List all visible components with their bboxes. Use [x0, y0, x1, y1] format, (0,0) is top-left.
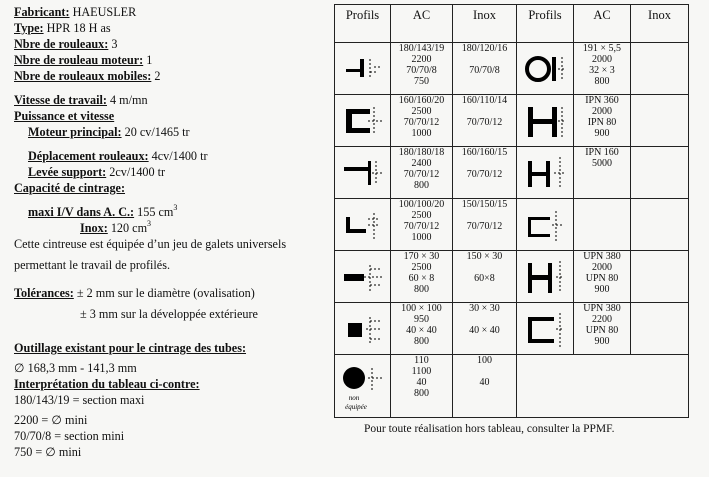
levee-value: 2cv/1400 tr — [109, 165, 166, 179]
flat-bar-icon — [340, 255, 386, 299]
maxi-label: maxi I/V dans A. C.: — [28, 205, 135, 219]
inox-cell — [631, 147, 689, 199]
ipn-edge-icon — [522, 151, 568, 195]
ac-cell-value: 2400 — [411, 158, 432, 169]
table-row — [335, 251, 689, 303]
ac-cell-value: 160/160/20 — [398, 95, 445, 106]
ac-cell-value: 800 — [414, 180, 429, 191]
inox-exponent: 3 — [147, 219, 152, 228]
ac-cell-value: UPN 80 — [585, 273, 619, 284]
table-row — [335, 147, 689, 199]
profile-cell — [335, 43, 391, 95]
ac-cell-value: 100 × 100 — [401, 303, 442, 314]
ac-cell-value: 191 × 5,5 — [582, 43, 622, 54]
description-line-2: permettant le travail de profilés. — [14, 258, 171, 272]
ac-cell — [574, 251, 631, 303]
inox-cell-value — [453, 262, 516, 273]
ac-cell-value: IPN 360 — [585, 95, 619, 106]
maxi-exponent: 3 — [173, 203, 178, 212]
ac-cell-value: 60 × 8 — [408, 273, 435, 284]
inox-cell-value: 40 × 40 — [469, 325, 500, 336]
puissance-label: Puissance et vitesse — [14, 109, 115, 123]
ac-cell-value: 70/70/12 — [403, 117, 440, 128]
ac-cell-value — [574, 169, 630, 180]
rouleau-moteur-label: Nbre de rouleau moteur: — [14, 53, 144, 67]
tee-in-icon — [340, 151, 386, 195]
maxi-value: 155 cm — [137, 205, 174, 219]
inox-cell-value — [453, 388, 516, 399]
vitesse-value: 4 m/mn — [110, 93, 148, 107]
inox-cell — [453, 95, 517, 147]
type-label: Type: — [14, 21, 44, 35]
inox-cell — [631, 303, 689, 355]
upn-flat-icon — [522, 255, 568, 299]
inox-cell — [453, 251, 517, 303]
profile-cell — [517, 43, 574, 95]
profile-cell — [335, 303, 391, 355]
table-row — [335, 95, 689, 147]
profile-cell — [517, 251, 574, 303]
table-row — [335, 43, 689, 95]
levee-label: Levée support: — [28, 165, 107, 179]
inox-cell-value: 70/70/12 — [466, 221, 503, 232]
profile-cell — [335, 147, 391, 199]
ipn-flat-icon — [522, 99, 568, 143]
header-inox-1: Inox — [453, 5, 517, 43]
header-ac-1: AC — [391, 5, 453, 43]
ac-cell-value: UPN 380 — [583, 303, 621, 314]
interpretation-label: Interprétation du tableau ci-contre: — [14, 377, 200, 391]
ac-cell — [391, 355, 453, 418]
inox-cell — [453, 43, 517, 95]
capacite-label: Capacité de cintrage: — [14, 181, 126, 195]
tolerances-line-1: ± 2 mm sur le diamètre (ovalisation) — [76, 286, 255, 300]
profile-note-line-2: équipée — [344, 403, 367, 411]
ac-cell-value: IPN 80 — [587, 117, 617, 128]
ac-cell-value: 800 — [594, 76, 610, 87]
angle-in-icon — [340, 47, 386, 91]
ac-cell-value: 40 — [416, 377, 427, 388]
interpretation-line-1: 180/143/19 = section maxi — [14, 393, 145, 407]
tolerances-label: Tolérances: — [14, 286, 74, 300]
ac-cell-value: UPN 80 — [585, 325, 619, 336]
inox-cell-value: 180/120/16 — [461, 43, 508, 54]
rouleaux-value: 3 — [111, 37, 118, 51]
profile-cell — [517, 147, 574, 199]
tee-out-icon — [340, 203, 386, 247]
inox-cell-value — [453, 366, 516, 377]
deplacement-label: Déplacement rouleaux: — [28, 149, 149, 163]
ac-cell-value: 1100 — [411, 366, 432, 377]
profile-cell — [517, 303, 574, 355]
empty-cell — [517, 355, 689, 418]
ac-cell-value: 180/180/18 — [398, 147, 445, 158]
table-header-row — [335, 5, 689, 43]
header-profils-1: Profils — [335, 5, 391, 43]
inox-cell — [453, 199, 517, 251]
inox-cell-value: 150 × 30 — [466, 251, 503, 262]
profile-cell — [335, 199, 391, 251]
deplacement-value: 4cv/1400 tr — [151, 149, 208, 163]
inox-cell-value — [453, 284, 516, 295]
ac-cell-value: 2200 — [411, 54, 432, 65]
ac-cell-value: 70/70/8 — [406, 65, 437, 76]
ac-cell-value: 2000 — [592, 106, 612, 117]
vitesse-label: Vitesse de travail: — [14, 93, 107, 107]
ac-cell-value: 750 — [414, 76, 429, 87]
header-profils-2: Profils — [517, 5, 574, 43]
inox-cell — [631, 199, 689, 251]
ac-cell-value: 100/100/20 — [398, 199, 445, 210]
inox-cell-value — [453, 180, 516, 191]
inox-cell-value: 60×8 — [474, 273, 495, 284]
inox-cell-value: 30 × 30 — [469, 303, 500, 314]
ac-cell-value: 2500 — [411, 106, 432, 117]
ac-cell-value: IPN 160 — [585, 147, 619, 158]
outillage-label: Outillage existant pour le cintrage des tubes: — [14, 341, 247, 355]
rouleau-moteur-value: 1 — [146, 53, 153, 67]
inox-cell-value — [453, 158, 516, 169]
ac-cell-value: 5000 — [592, 158, 612, 169]
round-solid-icon — [340, 360, 386, 412]
inox-cell-value — [453, 336, 516, 347]
inox-cell-value — [453, 128, 516, 139]
inox-cell-value: 160/160/15 — [461, 147, 508, 158]
ac-cell — [574, 303, 631, 355]
ac-cell-value: 2000 — [592, 54, 612, 65]
ac-cell-value: 900 — [594, 128, 610, 139]
machine-specifications — [14, 4, 334, 460]
angle-out-icon — [340, 99, 386, 143]
inox-cell — [453, 147, 517, 199]
interpretation-line-2: 2200 = ∅ mini — [14, 413, 88, 427]
ac-cell-value: 70/70/12 — [403, 169, 440, 180]
profile-cell — [517, 95, 574, 147]
ac-cell — [391, 43, 453, 95]
upn-edge-icon — [522, 307, 568, 351]
round-bar-icon — [522, 47, 568, 91]
inox-cell-value: 70/70/12 — [466, 117, 503, 128]
ac-cell-value: 1000 — [411, 128, 432, 139]
ac-cell — [391, 303, 453, 355]
profile-cell — [335, 355, 391, 418]
ac-cell-value: 32 × 3 — [589, 65, 615, 76]
ac-cell-value: 2500 — [411, 262, 432, 273]
inox-label: Inox: — [80, 221, 108, 235]
ac-cell — [574, 199, 631, 251]
ac-cell-value — [574, 180, 630, 191]
profile-cell — [335, 95, 391, 147]
inox-cell — [631, 251, 689, 303]
ac-cell — [574, 147, 631, 199]
ac-cell-value: 800 — [414, 336, 429, 347]
header-ac-2: AC — [574, 5, 631, 43]
square-bar-icon — [340, 307, 386, 351]
inox-cell-value — [453, 210, 516, 221]
inox-cell-value: 150/150/15 — [461, 199, 508, 210]
inox-cell-value: 160/110/14 — [461, 95, 508, 106]
inox-value: 120 cm — [110, 221, 148, 235]
ac-cell-value: 900 — [594, 284, 610, 295]
description-line-1: Cette cintreuse est équipée d’un jeu de galets universels — [14, 237, 287, 251]
ac-cell-value: 2500 — [411, 210, 432, 221]
ac-cell-value: 1000 — [411, 232, 432, 243]
inox-cell-value: 100 — [477, 355, 492, 366]
ac-cell-value: 70/70/12 — [403, 221, 440, 232]
ac-cell-value: 110 — [414, 355, 429, 366]
fabricant-value: HAEUSLER — [72, 5, 137, 19]
inox-cell-value — [453, 54, 516, 65]
inox-cell — [631, 43, 689, 95]
moteur-value: 20 cv/1465 tr — [124, 125, 190, 139]
inox-cell — [453, 355, 517, 418]
ac-cell — [391, 147, 453, 199]
ac-cell — [391, 95, 453, 147]
fabricant-label: Fabricant: — [14, 5, 70, 19]
table-row — [335, 199, 689, 251]
rouleaux-label: Nbre de rouleaux: — [14, 37, 109, 51]
ac-cell-value: UPN 380 — [583, 251, 621, 262]
ac-cell-value: 180/143/19 — [398, 43, 445, 54]
ac-cell-value: 800 — [414, 284, 429, 295]
ac-cell — [574, 95, 631, 147]
tolerances-line-2: ± 3 mm sur la développée extérieure — [80, 307, 258, 321]
ac-cell — [574, 43, 631, 95]
ac-cell — [391, 199, 453, 251]
moteur-label: Moteur principal: — [28, 125, 122, 139]
inox-cell-value: 70/70/8 — [469, 65, 500, 76]
footer-note: Pour toute réalisation hors tableau, consulter la PPMF. — [364, 423, 615, 435]
profile-cell — [335, 251, 391, 303]
inox-cell-value — [453, 76, 516, 87]
inox-cell-value — [453, 314, 516, 325]
ac-cell-value: 40 × 40 — [406, 325, 437, 336]
capacity-table — [334, 4, 689, 418]
interpretation-line-4: 750 = ∅ mini — [14, 445, 82, 459]
header-inox-2: Inox — [631, 5, 689, 43]
inox-cell-value — [453, 232, 516, 243]
rouleaux-mobiles-value: 2 — [154, 69, 161, 83]
table-row — [335, 355, 689, 418]
ac-cell-value: 170 × 30 — [403, 251, 440, 262]
inox-cell — [453, 303, 517, 355]
ac-cell-value: 800 — [414, 388, 429, 399]
profile-cell — [517, 199, 574, 251]
profile-note-line-1: non — [348, 394, 359, 402]
ac-cell-value: 900 — [594, 336, 610, 347]
ac-cell-value: 2000 — [592, 262, 612, 273]
upn-in-icon — [522, 203, 568, 247]
ac-cell-value: 950 — [414, 314, 429, 325]
inox-cell — [631, 95, 689, 147]
rouleaux-mobiles-label: Nbre de rouleaux mobiles: — [14, 69, 152, 83]
inox-cell-value: 40 — [479, 377, 490, 388]
ac-cell-value: 2200 — [592, 314, 612, 325]
outillage-value: ∅ 168,3 mm - 141,3 mm — [14, 361, 137, 375]
type-value: HPR 18 H as — [46, 21, 111, 35]
inox-cell-value: 70/70/12 — [466, 169, 503, 180]
ac-cell — [391, 251, 453, 303]
inox-cell-value — [453, 106, 516, 117]
table-row — [335, 303, 689, 355]
interpretation-line-3: 70/70/8 = section mini — [14, 429, 125, 443]
